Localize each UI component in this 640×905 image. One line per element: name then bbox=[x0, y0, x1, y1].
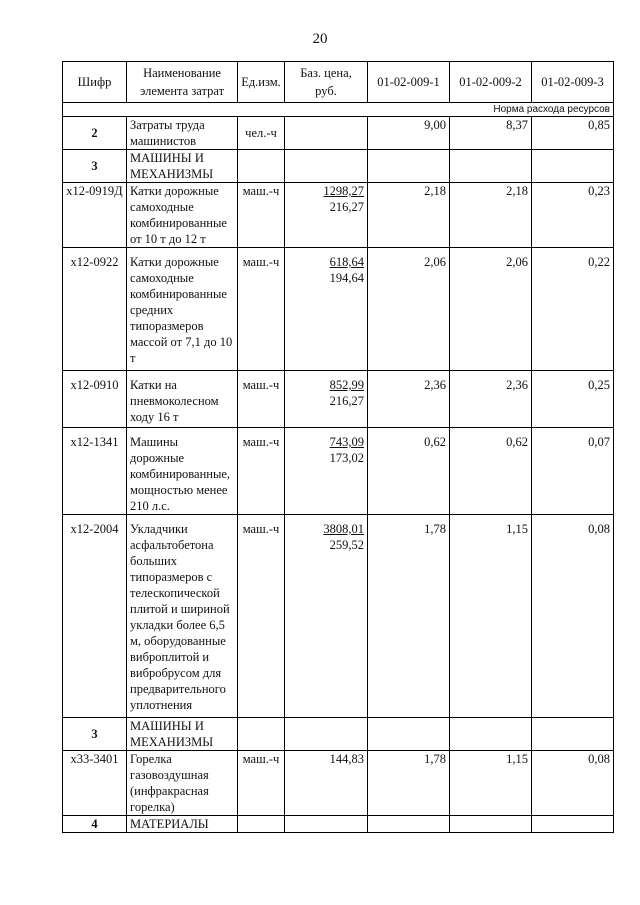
empty-cell bbox=[368, 150, 450, 183]
empty-cell bbox=[238, 816, 285, 833]
empty-cell bbox=[450, 718, 532, 751]
table-row bbox=[63, 515, 614, 718]
row-v2: 1,15 bbox=[450, 515, 532, 718]
norm-caption: Норма расхода ресурсов bbox=[63, 103, 614, 117]
row-v2: 2,18 bbox=[450, 183, 532, 248]
row-v2: 0,62 bbox=[450, 428, 532, 515]
row-v2: 2,36 bbox=[450, 371, 532, 428]
header-name: Наименование элемента затрат bbox=[127, 62, 238, 103]
empty-cell bbox=[368, 816, 450, 833]
table-header-row bbox=[63, 62, 614, 103]
row-v2: 2,06 bbox=[450, 248, 532, 371]
row-name: Горелка газовоздушная (инфракрасная горелка) bbox=[127, 751, 238, 816]
header-col1: 01-02-009-1 bbox=[368, 62, 450, 103]
row-unit: маш.-ч bbox=[238, 248, 285, 371]
row-price bbox=[285, 428, 368, 515]
row-name: Укладчики асфальтобетона больших типоразмеров с телескопической плитой и шириной укладки более 6,5 м, оборудованные виброплитой и вибробрусом для предварительного уплотнения bbox=[127, 515, 238, 718]
header-price: Баз. цена, руб. bbox=[285, 62, 368, 103]
empty-cell bbox=[368, 718, 450, 751]
row-name: Машины дорожные комбинированные, мощностью менее 210 л.с. bbox=[127, 428, 238, 515]
labor-v3: 0,85 bbox=[532, 117, 614, 150]
labor-code: 2 bbox=[63, 117, 127, 150]
price-bottom: 259,52 bbox=[329, 538, 364, 552]
labor-v1: 9,00 bbox=[368, 117, 450, 150]
section-materials-row bbox=[63, 816, 614, 833]
price-top: 852,99 bbox=[329, 378, 364, 392]
row-name: Катки на пневмоколесном ходу 16 т bbox=[127, 371, 238, 428]
empty-cell bbox=[450, 150, 532, 183]
row-v1: 1,78 bbox=[368, 751, 450, 816]
row-v1: 0,62 bbox=[368, 428, 450, 515]
row-code: х12-2004 bbox=[63, 515, 127, 718]
row-code: х12-0922 bbox=[63, 248, 127, 371]
row-unit: маш.-ч bbox=[238, 428, 285, 515]
row-v1: 1,78 bbox=[368, 515, 450, 718]
labor-unit: чел.-ч bbox=[238, 117, 285, 150]
row-v3: 0,07 bbox=[532, 428, 614, 515]
header-code: Шифр bbox=[63, 62, 127, 103]
labor-name: Затраты труда машинистов bbox=[127, 117, 238, 150]
row-v2: 1,15 bbox=[450, 751, 532, 816]
section-machines-1-title: МАШИНЫ И МЕХАНИЗМЫ bbox=[127, 150, 238, 183]
row-code: х12-0910 bbox=[63, 371, 127, 428]
price-bottom: 216,27 bbox=[329, 200, 364, 214]
price-top: 3808,01 bbox=[323, 522, 364, 536]
row-code: х33-3401 bbox=[63, 751, 127, 816]
row-v3: 0,08 bbox=[532, 751, 614, 816]
row-price: 144,83 bbox=[285, 751, 368, 816]
section-machines-1-title-row bbox=[63, 150, 614, 183]
labor-price bbox=[285, 117, 368, 150]
price-top: 1298,27 bbox=[323, 184, 364, 198]
section-machines-1-code: 3 bbox=[63, 150, 127, 183]
row-v1: 2,06 bbox=[368, 248, 450, 371]
row-code: х12-0919Д bbox=[63, 183, 127, 248]
section-materials-code: 4 bbox=[63, 816, 127, 833]
row-price bbox=[285, 183, 368, 248]
row-price bbox=[285, 515, 368, 718]
row-unit: маш.-ч bbox=[238, 515, 285, 718]
row-name: Катки дорожные самоходные комбинированные средних типоразмеров массой от 7,1 до 10 т bbox=[127, 248, 238, 371]
empty-cell bbox=[238, 150, 285, 183]
table-row bbox=[63, 371, 614, 428]
header-unit: Ед.изм. bbox=[238, 62, 285, 103]
row-v3: 0,23 bbox=[532, 183, 614, 248]
table-row bbox=[63, 428, 614, 515]
section-materials-title: МАТЕРИАЛЫ bbox=[127, 816, 238, 833]
empty-cell bbox=[532, 816, 614, 833]
table-row bbox=[63, 248, 614, 371]
table-row bbox=[63, 183, 614, 248]
row-v1: 2,18 bbox=[368, 183, 450, 248]
row-code: х12-1341 bbox=[63, 428, 127, 515]
row-price bbox=[285, 371, 368, 428]
labor-v2: 8,37 bbox=[450, 117, 532, 150]
empty-cell bbox=[532, 718, 614, 751]
empty-cell bbox=[238, 718, 285, 751]
section-machines-2-title-row bbox=[63, 718, 614, 751]
price-top: 618,64 bbox=[329, 255, 364, 269]
section-machines-2-code: 3 bbox=[63, 718, 127, 751]
empty-cell bbox=[285, 150, 368, 183]
price-top: 743,09 bbox=[329, 435, 364, 449]
row-v3: 0,08 bbox=[532, 515, 614, 718]
row-v1: 2,36 bbox=[368, 371, 450, 428]
empty-cell bbox=[450, 816, 532, 833]
row-v3: 0,22 bbox=[532, 248, 614, 371]
row-v3: 0,25 bbox=[532, 371, 614, 428]
header-col2: 01-02-009-2 bbox=[450, 62, 532, 103]
row-unit: маш.-ч bbox=[238, 751, 285, 816]
row-price bbox=[285, 248, 368, 371]
page-number: 20 bbox=[312, 31, 328, 47]
row-unit: маш.-ч bbox=[238, 371, 285, 428]
price-bottom: 194,64 bbox=[329, 271, 364, 285]
section-machines-2-title: МАШИНЫ И МЕХАНИЗМЫ bbox=[127, 718, 238, 751]
resource-norms-table bbox=[62, 61, 614, 833]
labor-row bbox=[63, 117, 614, 150]
norm-caption-row bbox=[63, 103, 614, 117]
price-bottom: 216,27 bbox=[329, 394, 364, 408]
row-unit: маш.-ч bbox=[238, 183, 285, 248]
header-col3: 01-02-009-3 bbox=[532, 62, 614, 103]
table-row bbox=[63, 751, 614, 816]
price-bottom: 173,02 bbox=[329, 451, 364, 465]
row-name: Катки дорожные самоходные комбинированные от 10 т до 12 т bbox=[127, 183, 238, 248]
empty-cell bbox=[532, 150, 614, 183]
empty-cell bbox=[285, 718, 368, 751]
empty-cell bbox=[285, 816, 368, 833]
